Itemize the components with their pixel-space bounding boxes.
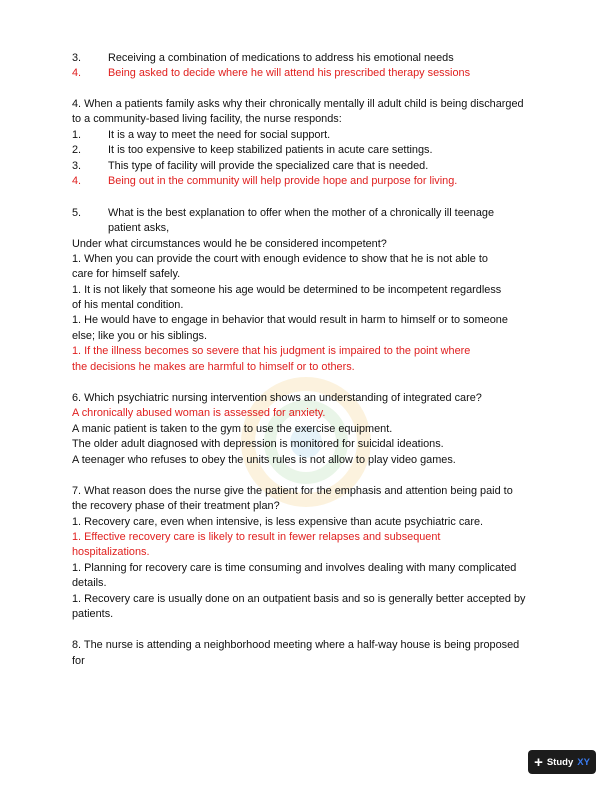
line-text: This type of facility will provide the specialized care that is needed. <box>108 160 429 172</box>
text-line <box>72 67 470 80</box>
line-text: 6. Which psychiatric nursing intervention shows an understanding of integrated care? <box>72 392 482 404</box>
line-text: The older adult diagnosed with depression is monitored for suicidal ideations. <box>72 438 444 450</box>
text-line <box>72 253 488 266</box>
line-text: 7. What reason does the nurse give the patient for the emphasis and attention being paid to <box>72 485 513 497</box>
line-text: A teenager who refuses to obey the units rules is not allow to play video games. <box>72 454 456 466</box>
line-text: of his mental condition. <box>72 299 184 311</box>
text-line <box>72 438 444 451</box>
text-line <box>72 577 107 590</box>
item-number: 3. <box>72 52 82 64</box>
line-text: A manic patient is taken to the gym to use the exercise equipment. <box>72 423 393 435</box>
line-text: It is too expensive to keep stabilized patients in acute care settings. <box>108 144 433 156</box>
line-text: patients. <box>72 608 114 620</box>
text-line <box>72 361 355 374</box>
text-line <box>72 299 183 312</box>
text-line <box>72 485 513 498</box>
line-text: the recovery phase of their treatment plan? <box>72 500 280 512</box>
line-text: Being asked to decide where he will attend his prescribed therapy sessions <box>108 67 471 79</box>
item-number: 5. <box>72 207 82 219</box>
text-line <box>72 516 483 529</box>
text-line <box>72 392 482 405</box>
line-text: 1. When you can provide the court with enough evidence to show that he is not able to <box>72 253 488 265</box>
text-line <box>72 160 428 173</box>
line-text: to a community-based living facility, the nurse responds: <box>72 113 342 125</box>
line-text: Being out in the community will help provide hope and purpose for living. <box>108 175 458 187</box>
line-text: for <box>72 655 85 667</box>
badge-text-xy: XY <box>577 756 590 768</box>
studyxy-badge[interactable] <box>528 750 596 774</box>
text-line <box>108 222 169 235</box>
item-number: 2. <box>72 144 82 156</box>
line-text: 1. Planning for recovery care is time consuming and involves dealing with many complicated <box>72 562 517 574</box>
text-line <box>72 129 330 142</box>
item-number: 1. <box>72 129 82 141</box>
line-text: It is a way to meet the need for social support. <box>108 129 331 141</box>
line-text: A chronically abused woman is assessed for anxiety. <box>72 407 326 419</box>
text-line <box>72 593 525 606</box>
text-line <box>72 639 519 652</box>
text-line <box>72 345 470 358</box>
line-text: 1. He would have to engage in behavior that would result in harm to himself or to someone <box>72 314 508 326</box>
line-text: 1. Effective recovery care is likely to result in fewer relapses and subsequent <box>72 531 441 543</box>
line-text: 1. It is not likely that someone his age would be determined to be incompetent regardless <box>72 284 502 296</box>
text-line <box>72 52 454 65</box>
item-number: 3. <box>72 160 82 172</box>
item-number: 4. <box>72 67 82 79</box>
text-line <box>72 562 516 575</box>
text-line <box>72 454 456 467</box>
line-text: the decisions he makes are harmful to himself or to others. <box>72 361 355 373</box>
text-line <box>72 284 501 297</box>
text-line <box>72 500 280 513</box>
line-text: care for himself safely. <box>72 268 181 280</box>
text-line <box>72 175 457 188</box>
text-line <box>72 98 524 111</box>
line-text: Under what circumstances would he be considered incompetent? <box>72 238 387 250</box>
text-line <box>72 207 494 220</box>
line-text: 1. If the illness becomes so severe that his judgment is impaired to the point where <box>72 345 471 357</box>
text-line <box>72 546 150 559</box>
line-text: patient asks, <box>108 222 170 234</box>
text-line <box>72 268 180 281</box>
text-line <box>72 423 392 436</box>
line-text: What is the best explanation to offer when the mother of a chronically ill teenage <box>108 207 495 219</box>
text-line <box>72 407 325 420</box>
plus-icon: + <box>534 753 543 771</box>
line-text: 4. When a patients family asks why their chronically mentally ill adult child is being discharged <box>72 98 524 110</box>
text-line <box>72 314 508 327</box>
line-text: 1. Recovery care is usually done on an outpatient basis and so is generally better accepted by <box>72 593 526 605</box>
text-line <box>72 608 113 621</box>
text-line <box>72 655 85 668</box>
line-text: hospitalizations. <box>72 546 150 558</box>
text-line <box>72 144 433 157</box>
badge-text-study: Study <box>546 756 574 768</box>
line-text: details. <box>72 577 107 589</box>
text-line <box>72 238 387 251</box>
line-text: 8. The nurse is attending a neighborhood meeting where a half-way house is being proposed <box>72 639 520 651</box>
text-line <box>72 113 342 126</box>
line-text: else; like you or his siblings. <box>72 330 207 342</box>
line-text: Receiving a combination of medications to address his emotional needs <box>108 52 454 64</box>
line-text: 1. Recovery care, even when intensive, is less expensive than acute psychiatric care. <box>72 516 484 528</box>
text-line <box>72 330 207 343</box>
text-line <box>72 531 440 544</box>
item-number: 4. <box>72 175 82 187</box>
